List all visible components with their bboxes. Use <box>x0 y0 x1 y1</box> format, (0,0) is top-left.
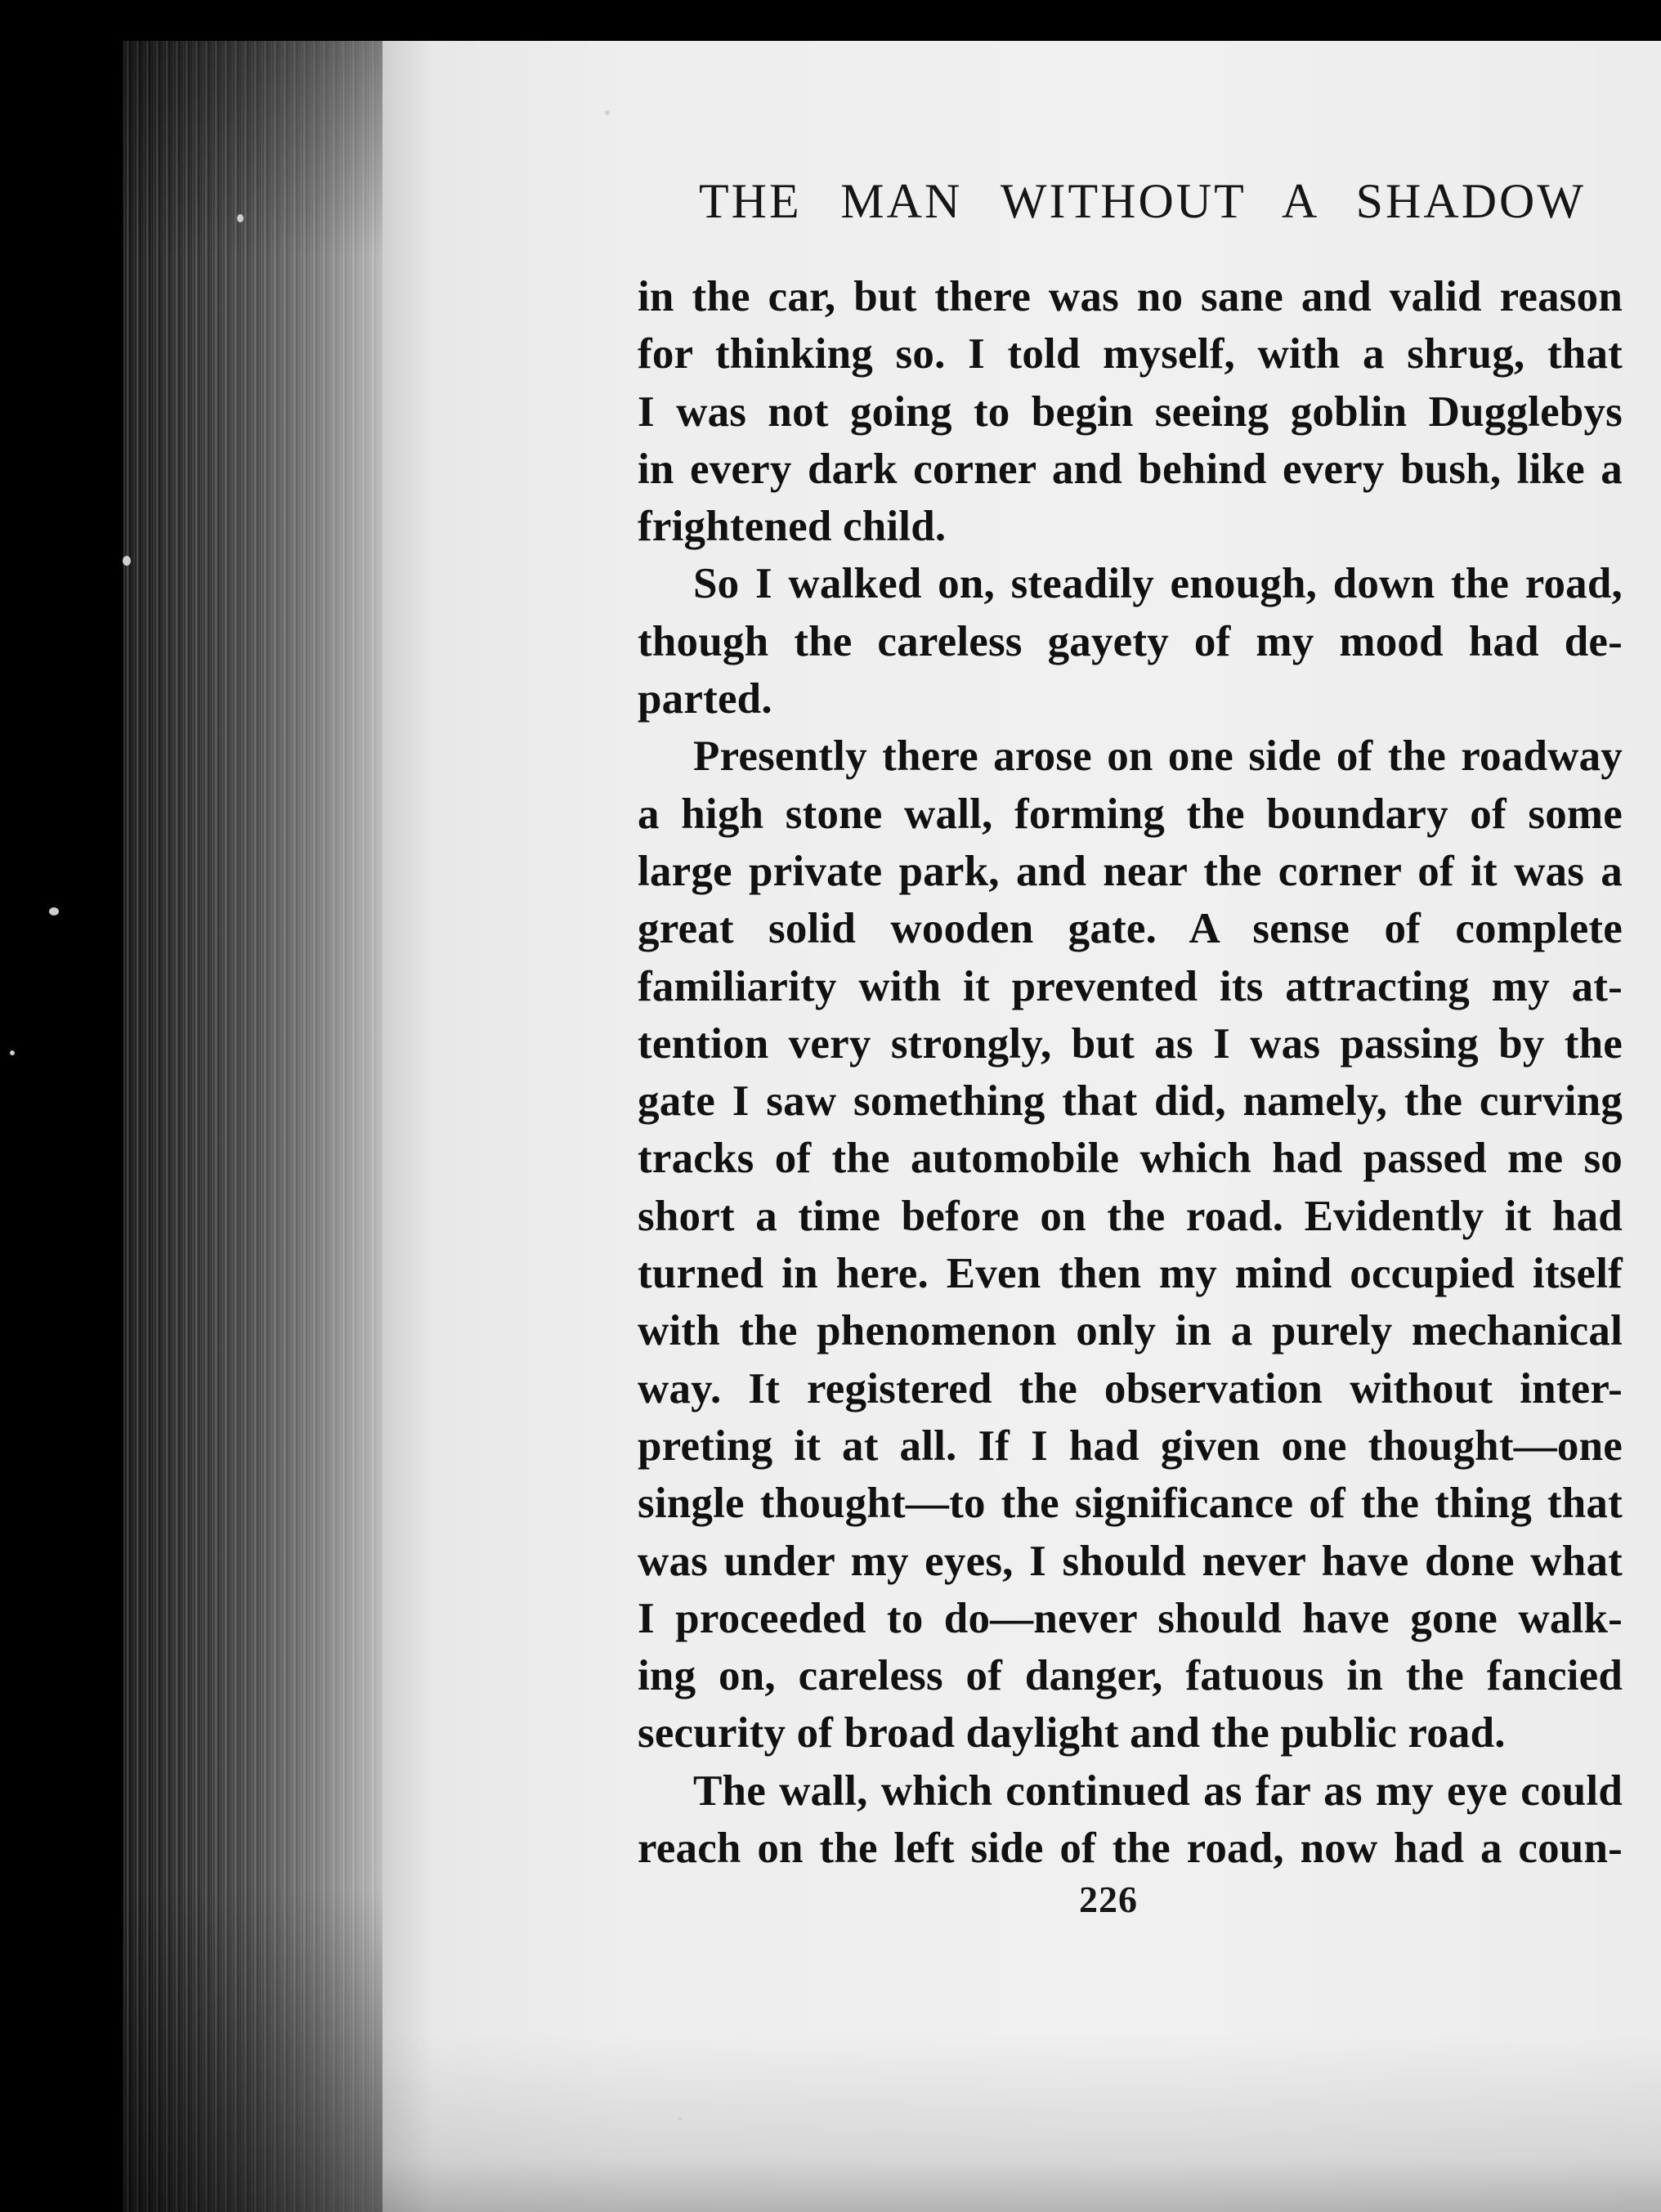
text-line: in every dark corner and behind every bush, like a <box>638 445 1623 493</box>
text-line: gate I saw something that did, namely, the curving <box>638 1077 1623 1126</box>
text-line: was under my eyes, I should never have done what <box>638 1537 1623 1585</box>
paragraph <box>638 1762 1623 1878</box>
text-line: familiarity with it prevented its attracting my at- <box>638 962 1623 1010</box>
text-line: in the car, but there was no sane and valid reason <box>638 273 1623 320</box>
text-line: ing on, careless of danger, fatuous in the fancied <box>638 1652 1623 1700</box>
text-line: great solid wooden gate. A sense of complete <box>638 905 1623 953</box>
paragraph <box>638 268 1623 555</box>
book-edge-shadow <box>123 41 401 2212</box>
page-number: 226 <box>1079 1878 1138 1920</box>
paragraph <box>638 728 1623 1762</box>
text-line: security of broad daylight and the public road. <box>638 1709 1506 1758</box>
paragraph <box>638 555 1623 728</box>
text-line: parted. <box>638 675 772 723</box>
page-bottom-shadow <box>383 2032 1661 2212</box>
text-line: preting it at all. If I had given one thought—one <box>638 1422 1623 1470</box>
text-line: I was not going to begin seeing goblin Dugglebys <box>638 387 1623 436</box>
running-head: THE MAN WITHOUT A SHADOW <box>699 174 1586 228</box>
text-line: frightened child. <box>638 503 947 551</box>
text-line: turned in here. Even then my mind occupied itself <box>638 1250 1623 1298</box>
text-line: So I walked on, steadily enough, down the road, <box>693 560 1623 608</box>
text-line: a high stone wall, forming the boundary of some <box>638 790 1623 838</box>
text-line: reach on the left side of the road, now had a coun- <box>638 1825 1623 1873</box>
text-line: tention very strongly, but as I was passing by the <box>638 1019 1623 1068</box>
dust-speck <box>49 907 59 916</box>
dust-speck <box>605 110 610 115</box>
dust-speck <box>678 2117 682 2120</box>
text-line: tracks of the automobile which had passed me so <box>638 1135 1623 1183</box>
text-line: The wall, which continued as far as my eye could <box>693 1766 1623 1815</box>
text-line: large private park, and near the corner of it was a <box>638 847 1623 895</box>
dust-speck <box>10 1050 15 1055</box>
text-line: with the phenomenon only in a purely mechanical <box>638 1307 1623 1355</box>
dust-speck <box>123 556 131 566</box>
text-line: way. It registered the observation without inter- <box>638 1364 1623 1413</box>
text-line: I proceeded to do—never should have gone walk- <box>638 1594 1623 1642</box>
body-text <box>638 268 1623 1877</box>
dust-speck <box>237 214 244 222</box>
text-line: short a time before on the road. Evidently it had <box>638 1192 1623 1240</box>
text-line: single thought—to the significance of the thing that <box>638 1480 1623 1528</box>
text-line: though the careless gayety of my mood had de- <box>638 617 1623 665</box>
text-line: Presently there arose on one side of the roadway <box>693 732 1623 781</box>
text-line: for thinking so. I told myself, with a shrug, that <box>638 330 1623 378</box>
